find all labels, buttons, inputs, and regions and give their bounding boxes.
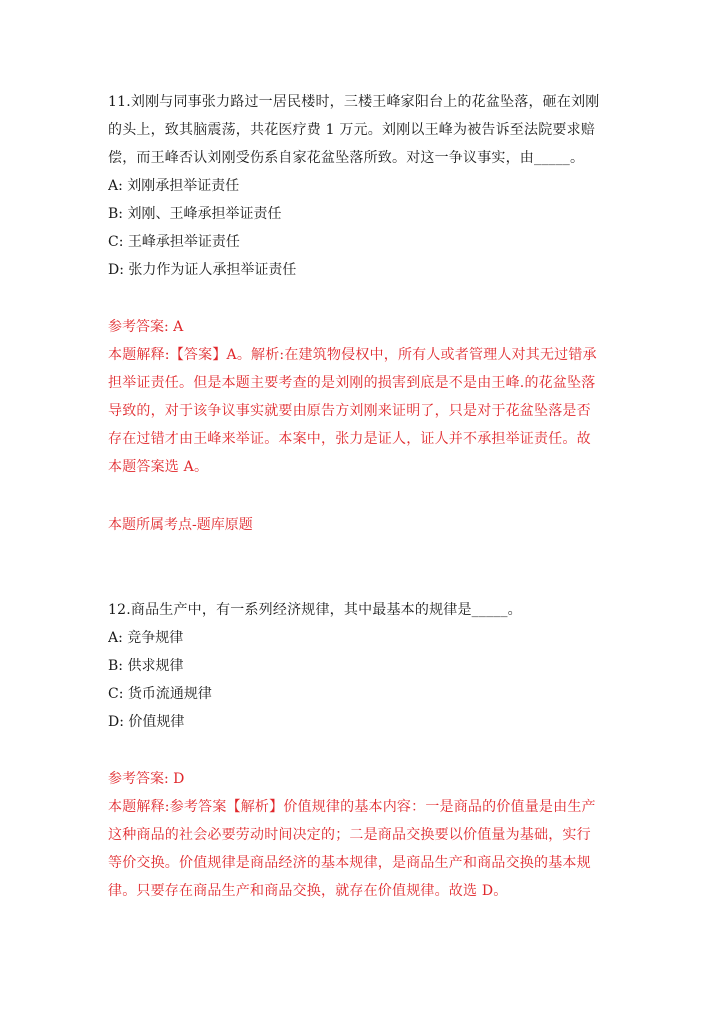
explanation-line: 导致的，对于该争议事实就要由原告方刘刚来证明了，只是对于花盆坠落是否	[108, 403, 591, 419]
option-c: C: 货币流通规律	[108, 686, 212, 702]
option-a: A: 刘刚承担举证责任	[108, 178, 240, 194]
explanation-line: 等价交换。价值规律是商品经济的基本规律，是商品生产和商品交换的基本规	[108, 855, 591, 871]
answer-label: 参考答案: A	[108, 319, 184, 335]
question-stem-line: 12.商品生产中，有一系列经济规律，其中最基本的规律是_____。	[108, 602, 522, 618]
question-12-stem	[108, 596, 618, 624]
option-a: A: 竞争规律	[108, 630, 184, 646]
question-11-options	[108, 172, 618, 284]
option-d: D: 价值规律	[108, 714, 185, 730]
question-11-explanation	[108, 341, 618, 481]
option-d: D: 张力作为证人承担举证责任	[108, 262, 297, 278]
explanation-line: 律。只要存在商品生产和商品交换，就存在价值规律。故选 D。	[108, 883, 508, 899]
explanation-line: 本题解释:【答案】A。解析:在建筑物侵权中，所有人或者管理人对其无过错承	[108, 347, 597, 363]
explanation-line: 本题答案选 A。	[108, 459, 209, 475]
explanation-line: 本题解释:参考答案【解析】价值规律的基本内容：一是商品的价值量是由生产	[108, 799, 596, 815]
answer-label: 参考答案: D	[108, 771, 185, 787]
option-b: B: 刘刚、王峰承担举证责任	[108, 206, 282, 222]
question-12-options	[108, 624, 618, 736]
question-11-category	[108, 511, 618, 539]
question-stem-line: 11.刘刚与同事张力路过一居民楼时，三楼王峰家阳台上的花盆坠落，砸在刘刚	[108, 94, 600, 110]
option-b: B: 供求规律	[108, 658, 184, 674]
option-c: C: 王峰承担举证责任	[108, 234, 240, 250]
explanation-line: 存在过错才由王峰来举证。本案中，张力是证人，证人并不承担举证责任。故	[108, 431, 591, 447]
question-12-answer	[108, 765, 618, 793]
category-label: 本题所属考点-题库原题	[108, 517, 253, 533]
question-stem-line: 偿，而王峰否认刘刚受伤系自家花盆坠落所致。对这一争议事实，由_____。	[108, 150, 585, 166]
question-11-answer	[108, 313, 618, 341]
explanation-line: 担举证责任。但是本题主要考查的是刘刚的损害到底是不是由王峰.的花盆坠落	[108, 375, 596, 391]
question-stem-line: 的头上，致其脑震荡，共花医疗费 1 万元。刘刚以王峰为被告诉至法院要求赔	[108, 122, 596, 138]
explanation-line: 这种商品的社会必要劳动时间决定的；二是商品交换要以价值量为基础，实行	[108, 827, 591, 843]
question-11-stem	[108, 88, 618, 172]
question-12-explanation	[108, 793, 618, 905]
